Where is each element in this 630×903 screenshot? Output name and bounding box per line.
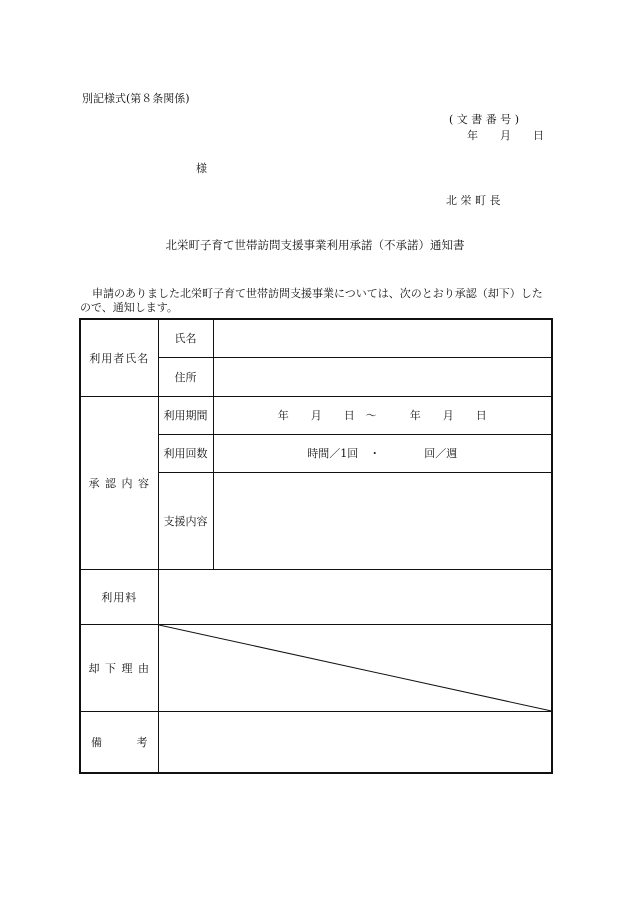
name-field[interactable]: [213, 319, 552, 357]
rejection-reason-label: 却 下 理 由: [80, 624, 158, 711]
usage-period-value[interactable]: 年 月 日 ～ 年 月 日: [213, 396, 552, 434]
remarks-label-char-2: 考: [136, 735, 148, 749]
usage-count-value[interactable]: 時間／1回 ・ 回／週: [213, 434, 552, 472]
notice-body-text: 申請のありました北栄町子育て世帯訪問支援事業については、次のとおり承認（却下）したので、通知します。: [80, 287, 543, 314]
rejection-reason-field[interactable]: [158, 624, 552, 711]
name-label: 氏名: [158, 319, 213, 357]
issue-date: 年 月 日: [467, 129, 544, 142]
remarks-field[interactable]: [158, 711, 552, 773]
address-label: 住所: [158, 357, 213, 396]
document-number: ( 文 書 番 号 ): [449, 113, 520, 126]
form-label: 別記様式(第８条関係): [82, 92, 190, 105]
support-content-field[interactable]: [213, 472, 552, 569]
diagonal-strike-line: [159, 625, 552, 711]
issuer-name: 北 栄 町 長: [446, 194, 501, 207]
notice-table: [79, 318, 553, 774]
remarks-label: [80, 711, 158, 773]
notice-body: [80, 287, 552, 315]
approval-content-header: 承 認 内 容: [80, 396, 158, 569]
address-field[interactable]: [213, 357, 552, 396]
remarks-label-char-1: 備: [91, 735, 102, 749]
addressee-suffix: 様: [196, 162, 207, 175]
document-title: 北栄町子育て世帯訪問支援事業利用承諾（不承諾）通知書: [165, 238, 465, 252]
usage-count-label: 利用回数: [158, 434, 213, 472]
usage-fee-field[interactable]: [158, 569, 552, 624]
usage-fee-label: 利用料: [80, 569, 158, 624]
support-content-label: 支援内容: [158, 472, 213, 569]
usage-period-label: 利用期間: [158, 396, 213, 434]
user-name-header: 利用者氏名: [80, 319, 158, 396]
